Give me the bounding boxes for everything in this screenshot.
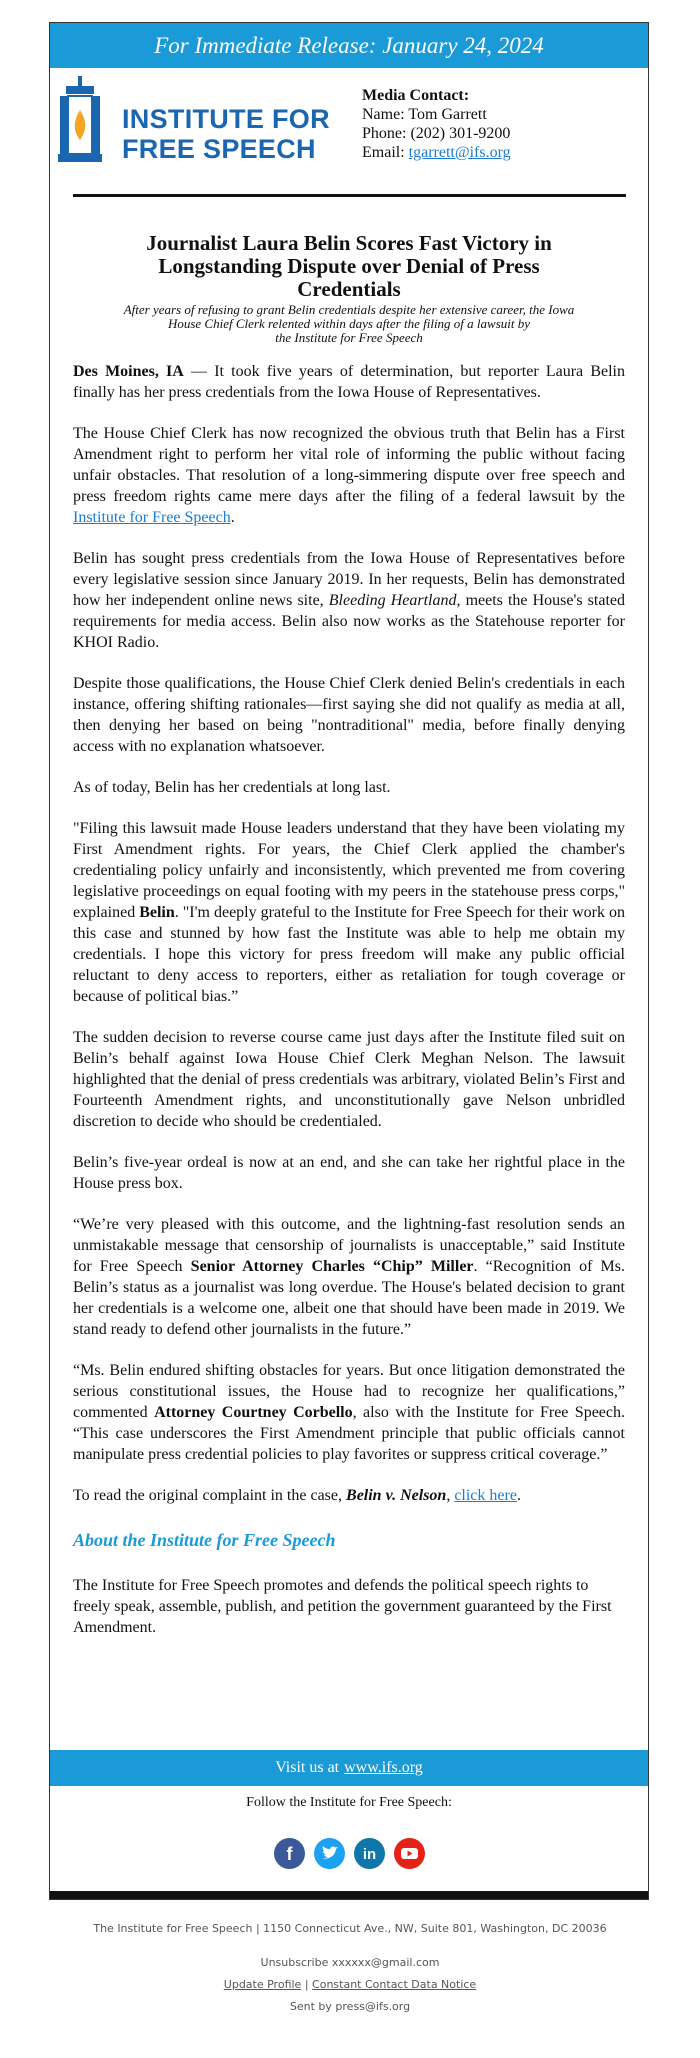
paragraph-7: The sudden decision to reverse course came just days after the Institute filed suit on Belin’s behalf against Iowa House Chief Clerk Meghan Nelson. The lawsuit highlighted that the denial of press credentials was arbitrary, violated Belin’s First and Fourteenth Amendment rights, and unconstitutionally gave Nelson unbridled discretion to decide who should be credentialed. [73,1029,625,1130]
paragraph-10: “Ms. Belin endured shifting obstacles for years. But once litigation demonstrated the serious constitutional issues, the House had to recognize her qualifications,” commented Attorney Courtney Corbello, also with the Institute for Free Speech. “This case underscores the First Amendment principle that public officials cannot manipulate press credential policies to play favorites or suppress critical coverage.” [73,1362,626,1463]
youtube-icon[interactable] [394,1838,425,1869]
contact-email-link[interactable]: tgarrett@ifs.org [408,144,511,161]
twitter-icon[interactable] [314,1838,345,1869]
divider [73,194,626,197]
complaint-link[interactable]: click here [454,1487,517,1504]
subhead-line-1: After years of refusing to grant Belin credentials despite her extensive career, the Iowa [123,302,575,317]
svg-text:f: f [286,1844,292,1864]
media-contact [362,86,511,162]
paragraph-5: As of today, Belin has her credentials at long last. [73,779,391,796]
svg-text:in: in [362,1846,376,1863]
contact-name: Name: Tom Garrett [362,106,487,123]
social-links [50,1838,648,1869]
site-name: Bleeding Heartland [328,592,457,609]
about-text: The Institute for Free Speech promotes and defends the political speech rights to freely speak, assemble, publish, and petition the government guaranteed by the First Amendment. [73,1577,612,1636]
release-date-text: For Immediate Release: January 24, 2024 [154,32,544,58]
footer-address: The Institute for Free Speech | 1150 Connecticut Ave., NW, Suite 801, Washington, DC 20036 [93,1922,607,1935]
case-name: Belin v. Nelson [346,1487,447,1504]
paragraph-11: To read the original complaint in the case, Belin v. Nelson, click here. [73,1487,521,1504]
logo-text [122,104,330,164]
footer-links: Update Profile | Constant Contact Data Notice [223,1978,477,1991]
linkedin-icon[interactable] [354,1838,385,1869]
unsubscribe-link[interactable]: Unsubscribe xxxxxx@gmail.com [260,1956,440,1969]
visit-bar [50,1750,648,1786]
update-profile-link[interactable]: Update Profile [223,1978,302,1991]
subheadline [114,303,584,345]
logo-line-2: FREE SPEECH [122,134,316,164]
paragraph-1: Des Moines, IA — It took five years of determination, but reporter Laura Belin finally has her press credentials from the Iowa House of Representatives. [73,363,626,401]
subhead-line-2: House Chief Clerk relented within days after the filing of a lawsuit by [167,316,531,331]
logo-line-1: INSTITUTE FOR [122,104,330,134]
media-contact-title: Media Contact: [362,87,470,104]
article-body [50,361,648,1638]
paragraph-3: Belin has sought press credentials from the Iowa House of Representatives before every legislative session since January 2019. In her requests, Belin has demonstrated how her independent online news site, Bleeding Heartland, meets the House's stated requirements for media access. Belin also now works as the Statehouse reporter for KHOI Radio. [73,550,626,651]
visit-label: Visit us at [275,1759,340,1776]
release-banner [50,23,648,68]
email-body [49,22,649,1900]
bottom-bar [50,1891,648,1899]
dateline: Des Moines, IA [73,363,184,380]
headline: Journalist Laura Belin Scores Fast Victory in Longstanding Dispute over Denial of Press Credentials [146,231,552,301]
footer-sent-by: Sent by press@ifs.org [289,2000,411,2013]
header [50,68,648,192]
data-notice-link[interactable]: Constant Contact Data Notice [312,1978,477,1991]
contact-email-label: Email: [362,144,405,161]
ifs-link[interactable]: Institute for Free Speech [73,509,231,526]
footer-unsubscribe [0,1956,700,1969]
paragraph-6: "Filing this lawsuit made House leaders understand that they have been violating my First Amendment rights. For years, the Chief Clerk applied the chamber's credentialing policy unfairly and inconsistently, which prevented me from covering legislative proceedings on equal footing with my peers in the statehouse press corps," explained Belin. "I'm deeply grateful to the Institute for Free Speech for their work on this case and stunned by how fast the Institute was able to help me obtain my credentials. I hope this victory for press freedom will make any public official reluctant to deny access to reporters, either as retaliation for tough coverage or because of political bias.” [73,820,625,1005]
contact-phone: Phone: (202) 301-9200 [362,125,511,142]
follow-text: Follow the Institute for Free Speech: [246,1795,452,1810]
website-link[interactable]: www.ifs.org [344,1759,423,1776]
facebook-icon[interactable] [274,1838,305,1869]
paragraph-9: “We’re very pleased with this outcome, and the lightning-fast resolution sends an unmistakable message that censorship of journalists is unacceptable,” said Institute for Free Speech Senior Attorney Charles “Chip” Miller. “Recognition of Ms. Belin’s status as a journalist was long overdue. The House's belated decision to grant her credentials is a welcome one, albeit one that should have been made in 2019. We stand ready to defend other journalists in the future.” [73,1216,625,1338]
paragraph-2: The House Chief Clerk has now recognized the obvious truth that Belin has a First Amendment right to perform her vital role of informing the public without facing unfair obstacles. That resolution of a long-simmering dispute over free speech and press freedom rights came mere days after the filing of a federal lawsuit by the Institute for Free Speech. [73,425,625,526]
logo [54,76,354,164]
about-heading: About the Institute for Free Speech [73,1530,336,1550]
paragraph-8: Belin’s five-year ordeal is now at an end, and she can take her rightful place in the House press box. [73,1154,625,1192]
contact-email-row [362,143,511,162]
subhead-line-3: the Institute for Free Speech [275,330,423,345]
paragraph-4: Despite those qualifications, the House Chief Clerk denied Belin's credentials in each instance, offering shifting rationales—first saying she did not qualify as media at all, then denying her based on being "nontraditional" media, before finally denying access with no explanation whatsoever. [73,675,625,755]
